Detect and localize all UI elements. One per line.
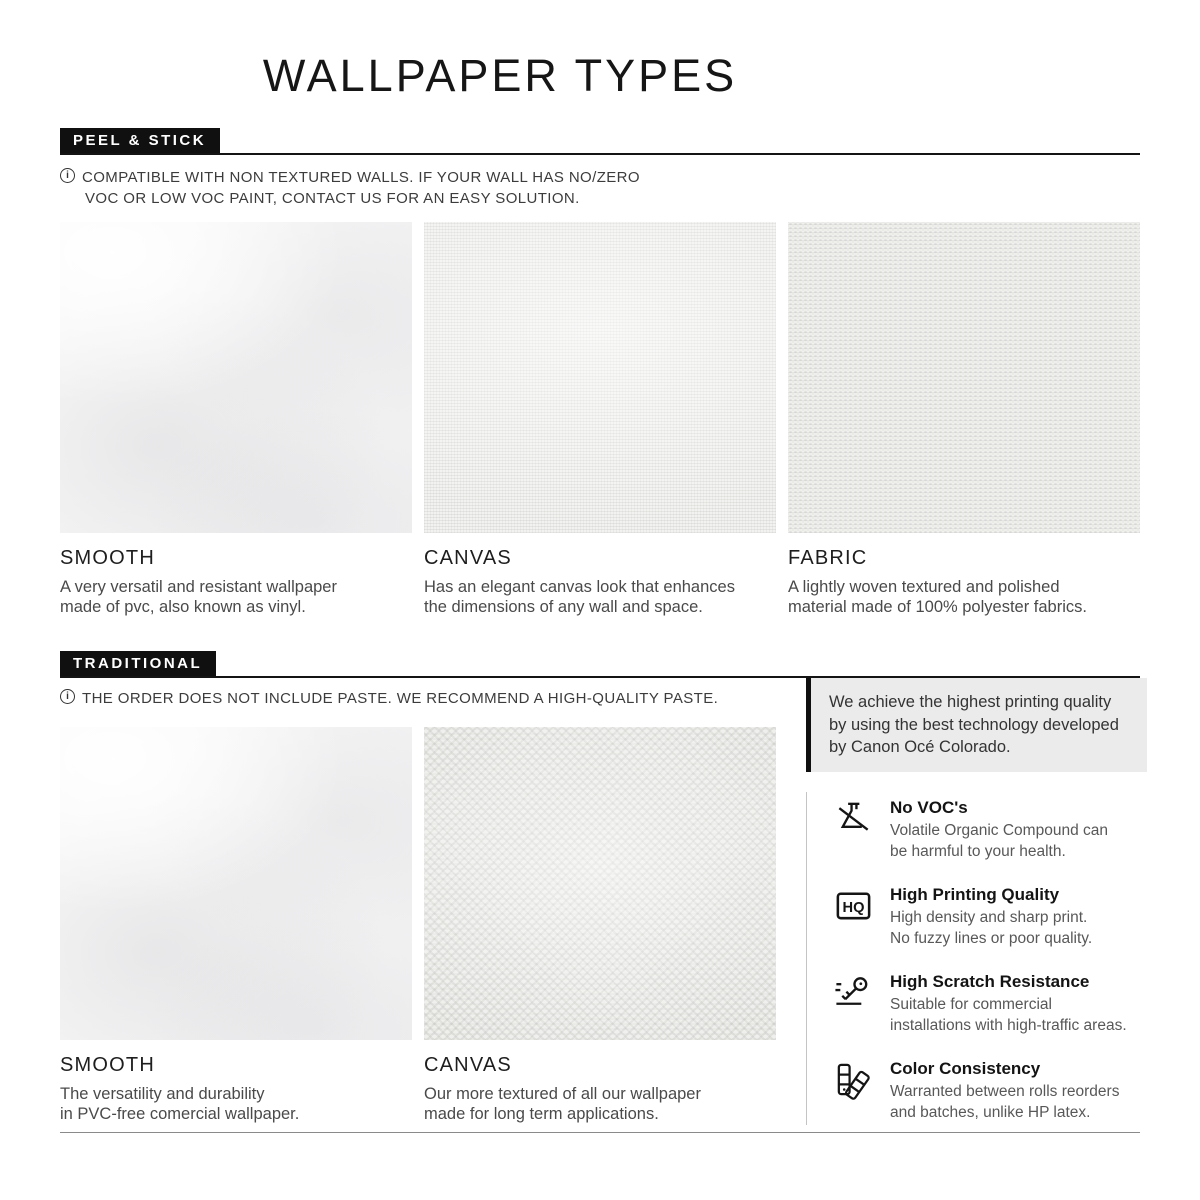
swatch-desc-line: in PVC-free comercial wallpaper. bbox=[60, 1105, 300, 1123]
feature-title: High Scratch Resistance bbox=[890, 971, 1090, 991]
swatch-description bbox=[424, 577, 776, 617]
note-traditional bbox=[60, 688, 718, 709]
swatch-image-canvas bbox=[424, 222, 776, 533]
swatch-title: CANVAS bbox=[424, 547, 512, 569]
feature-no-voc bbox=[832, 797, 1147, 862]
note-line: THE ORDER DOES NOT INCLUDE PASTE. WE RECOMMEND A HIGH-QUALITY PASTE. bbox=[82, 690, 719, 707]
swatch-card-smooth bbox=[60, 222, 412, 617]
swatch-title: FABRIC bbox=[788, 547, 868, 569]
note-text bbox=[82, 688, 718, 709]
sidebar bbox=[806, 678, 1147, 1125]
swatch-card-fabric bbox=[788, 222, 1140, 617]
swatch-desc-line: made for long term applications. bbox=[424, 1105, 659, 1123]
note-peel-stick bbox=[60, 167, 640, 209]
note-line: VOC OR LOW VOC PAINT, CONTACT US FOR AN EASY SOLUTION. bbox=[85, 190, 580, 207]
swatch-description bbox=[424, 1084, 776, 1124]
swatch-card-canvas bbox=[424, 727, 776, 1124]
swatch-caption bbox=[60, 1054, 412, 1124]
feature-desc-line: and batches, unlike HP latex. bbox=[890, 1103, 1091, 1121]
feature-description bbox=[890, 907, 1092, 949]
printing-quality-quote: We achieve the highest printing quality by using the best technology developed by Canon Océ Colorado. bbox=[806, 678, 1147, 772]
section-header-traditional bbox=[60, 651, 1140, 678]
swatch-description bbox=[60, 577, 412, 617]
hq-badge-icon bbox=[832, 884, 875, 927]
feature-desc-line: Volatile Organic Compound can bbox=[890, 821, 1108, 839]
feature-description bbox=[890, 994, 1127, 1036]
feature-list bbox=[806, 792, 1147, 1125]
no-voc-icon bbox=[832, 797, 875, 840]
feature-title: Color Consistency bbox=[890, 1058, 1041, 1078]
section-header-peel-stick bbox=[60, 128, 1140, 155]
feature-description bbox=[890, 820, 1108, 862]
swatch-desc-line: A lightly woven textured and polished bbox=[788, 578, 1060, 596]
swatch-caption bbox=[788, 547, 1140, 617]
section-badge-peel-stick: PEEL & STICK bbox=[60, 128, 220, 153]
swatch-image-canvas bbox=[424, 727, 776, 1040]
peel-stick-swatch-grid bbox=[60, 222, 1140, 617]
swatch-description bbox=[60, 1084, 412, 1124]
feature-text bbox=[890, 1058, 1119, 1123]
note-text bbox=[82, 167, 640, 209]
traditional-swatch-grid bbox=[60, 727, 776, 1124]
note-line: COMPATIBLE WITH NON TEXTURED WALLS. IF YOUR WALL HAS NO/ZERO bbox=[82, 169, 640, 186]
key-scratch-icon bbox=[832, 971, 875, 1014]
feature-color-consistency bbox=[832, 1058, 1147, 1123]
swatch-desc-line: The versatility and durability bbox=[60, 1085, 265, 1103]
feature-desc-line: Suitable for commercial bbox=[890, 995, 1052, 1013]
feature-high-scratch-resistance bbox=[832, 971, 1147, 1036]
feature-desc-line: installations with high-traffic areas. bbox=[890, 1016, 1127, 1034]
swatch-desc-line: A very versatil and resistant wallpaper bbox=[60, 578, 337, 596]
feature-text bbox=[890, 884, 1092, 949]
swatch-caption bbox=[60, 547, 412, 617]
feature-desc-line: be harmful to your health. bbox=[890, 842, 1066, 860]
swatch-description bbox=[788, 577, 1140, 617]
svg-text:HQ: HQ bbox=[842, 899, 865, 916]
feature-desc-line: High density and sharp print. bbox=[890, 908, 1088, 926]
page-title: WALLPAPER TYPES bbox=[262, 50, 738, 101]
feature-desc-line: No fuzzy lines or poor quality. bbox=[890, 929, 1093, 947]
swatch-desc-line: Has an elegant canvas look that enhances bbox=[424, 578, 735, 596]
swatch-caption bbox=[424, 547, 776, 617]
feature-description bbox=[890, 1081, 1119, 1123]
swatch-title: CANVAS bbox=[424, 1054, 512, 1076]
bottom-divider bbox=[60, 1132, 1140, 1133]
swatch-title: SMOOTH bbox=[60, 1054, 155, 1076]
feature-title: No VOC's bbox=[890, 797, 968, 817]
swatch-desc-line: made of pvc, also known as vinyl. bbox=[60, 598, 306, 616]
feature-title: High Printing Quality bbox=[890, 884, 1060, 904]
info-icon: i bbox=[60, 689, 75, 704]
color-swatches-icon bbox=[832, 1058, 875, 1101]
swatch-image-fabric bbox=[788, 222, 1140, 533]
feature-high-printing-quality bbox=[832, 884, 1147, 949]
swatch-image-smooth bbox=[60, 222, 412, 533]
swatch-desc-line: material made of 100% polyester fabrics. bbox=[788, 598, 1087, 616]
swatch-image-smooth bbox=[60, 727, 412, 1040]
feature-text bbox=[890, 797, 1108, 862]
swatch-title: SMOOTH bbox=[60, 547, 155, 569]
swatch-desc-line: the dimensions of any wall and space. bbox=[424, 598, 703, 616]
section-badge-traditional: TRADITIONAL bbox=[60, 651, 216, 676]
feature-text bbox=[890, 971, 1127, 1036]
swatch-desc-line: Our more textured of all our wallpaper bbox=[424, 1085, 701, 1103]
swatch-card-canvas bbox=[424, 222, 776, 617]
info-icon: i bbox=[60, 168, 75, 183]
feature-desc-line: Warranted between rolls reorders bbox=[890, 1082, 1120, 1100]
swatch-caption bbox=[424, 1054, 776, 1124]
swatch-card-smooth bbox=[60, 727, 412, 1124]
